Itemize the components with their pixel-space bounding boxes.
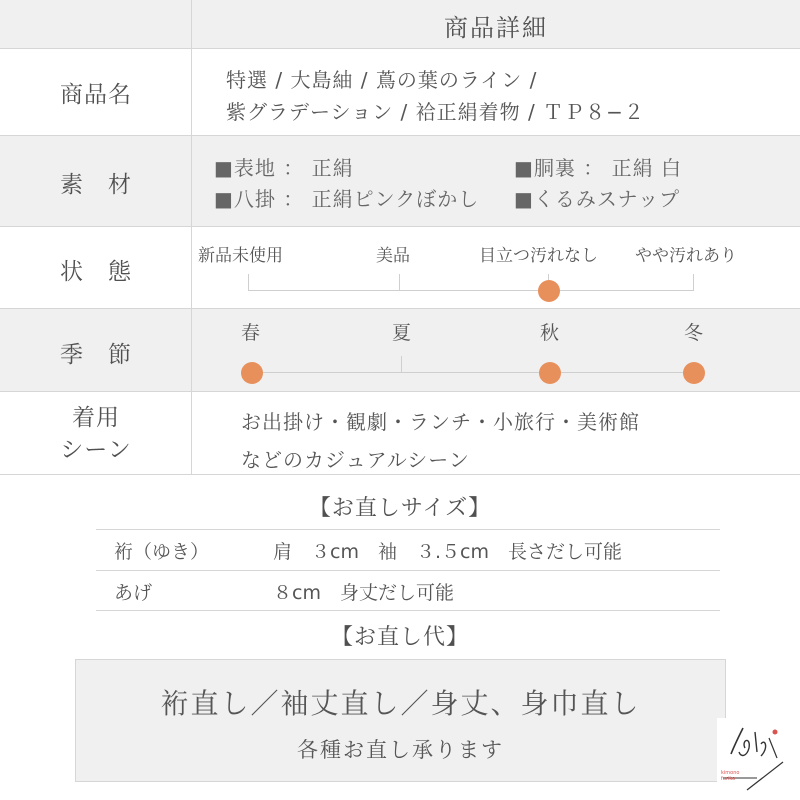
condition-scale-new: 新品未使用 xyxy=(198,246,283,266)
alteration-size-heading: 【お直しサイズ】 xyxy=(308,496,492,521)
divider xyxy=(0,48,800,49)
brand-logo xyxy=(717,718,789,792)
scene-label xyxy=(0,402,192,466)
column-divider xyxy=(191,0,192,474)
material-item: ■くるみスナップ xyxy=(514,187,681,211)
material-label: 素 材 xyxy=(60,172,132,198)
condition-tick xyxy=(399,274,400,290)
divider xyxy=(0,391,800,392)
scene-line2: などのカジュアルシーン xyxy=(241,448,470,472)
size-row-name: 裄（ゆき） xyxy=(114,541,210,563)
season-dot-autumn xyxy=(539,362,561,384)
alteration-fee-sub: 各種お直し承ります xyxy=(297,738,504,762)
season-dot-winter xyxy=(683,362,705,384)
condition-track xyxy=(248,290,694,291)
season-winter: 冬 xyxy=(684,322,704,344)
divider xyxy=(96,529,720,530)
material-item: ■八掛 ： 正絹ピンクぼかし xyxy=(214,187,480,211)
season-spring: 春 xyxy=(241,322,261,344)
season-track xyxy=(251,372,694,373)
size-row-value: ８cm 身丈だし可能 xyxy=(273,582,454,604)
alteration-fee-box xyxy=(75,659,726,782)
product-name-line1: 特選 / 大島紬 / 蔦の葉のライン / xyxy=(226,68,538,92)
season-label: 季 節 xyxy=(60,342,132,368)
season-tick xyxy=(401,356,402,372)
scene-label-line1: 着用 xyxy=(72,405,120,431)
season-summer: 夏 xyxy=(392,322,412,344)
season-autumn: 秋 xyxy=(540,322,560,344)
condition-scale-no-stains: 目立つ汚れなし xyxy=(479,246,598,266)
divider xyxy=(0,474,800,475)
brand-logo-text: kimono furiko xyxy=(721,770,740,782)
product-name-line2: 紫グラデーション / 袷正絹着物 / ＴＰ８−２ xyxy=(226,100,645,124)
alteration-fee-heading: 【お直し代】 xyxy=(330,625,469,650)
material-item: ■胴裏 ： 正絹 白 xyxy=(514,156,682,180)
condition-label: 状 態 xyxy=(60,259,132,285)
divider xyxy=(0,226,800,227)
divider xyxy=(96,610,720,611)
page-title: 商品詳細 xyxy=(444,14,548,42)
size-row-value: 肩 ３cm 袖 ３.５cm 長さだし可能 xyxy=(273,541,622,563)
condition-tick xyxy=(693,274,694,290)
material-item: ■表地 ： 正絹 xyxy=(214,156,354,180)
season-dot-spring xyxy=(241,362,263,384)
alteration-fee-main: 裄直し／袖丈直し／身丈、身巾直し xyxy=(160,687,641,720)
size-row-name: あげ xyxy=(114,582,153,604)
condition-tick xyxy=(248,274,249,290)
condition-selected-dot xyxy=(538,280,560,302)
scene-label-line2: シーン xyxy=(60,437,132,463)
condition-scale-some-stains: やや汚れあり xyxy=(635,246,737,266)
condition-scale-good: 美品 xyxy=(376,246,410,266)
scene-line1: お出掛け・観劇・ランチ・小旅行・美術館 xyxy=(241,410,640,434)
divider xyxy=(96,570,720,571)
product-name-label: 商品名 xyxy=(60,82,132,108)
